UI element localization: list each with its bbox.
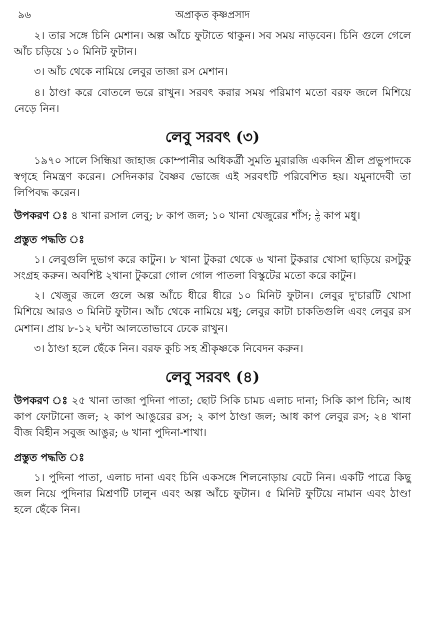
fraction-denominator: ৩ — [315, 215, 321, 225]
ingredients-label: উপকরণ ঃ — [14, 209, 68, 222]
recipe-3-step-1: ১। লেবুগুলি দুভাগ করে কাটুন। ৮ খানা টুকরা থেকে ৬ খানা টুকরার খোসা ছাড়িয়ে রসটুকু সংগ্রহ করুন। অবশিষ্ট ২খানা টুকরো গোল গোল পাতলা বিস্কুটের মতো করে কাটুন। — [14, 253, 411, 283]
recipe-4-step-1: ১। পুদিনা পাতা, এলাচ দানা এবং চিনি একসঙ্গে শিলনোড়ায় বেটে নিন। একটি পাত্রে কিছু জল নিয়ে পুদিনার মিশ্রণটি ঢালুন এবং অল্প আঁচে ফুটান। ৫ মিনিট ফুটিয়ে নামান এবং ঠাণ্ডা হলে ছেঁকে নিন। — [14, 471, 411, 517]
top-step-4: ৪। ঠাণ্ডা করে বোতলে ভরে রাখুন। সরবৎ করার সময় পরিমাণ মতো বরফ জলে মিশিয়ে নেড়ে নিন। — [14, 86, 411, 115]
recipe-3-intro: ১৯৭০ সালে সিন্ধিয়া জাহাজ কোম্পানীর অধিকর্ত্রী সুমতি মুরারজি একদিন শ্রীল প্রভুপাদকে স্বগৃহে নিমন্ত্রণ করেন। সেদিনকার বৈষ্ণব ভোজে এই সরবৎটি পরিবেশিত হয়। যমুনাদেবী তা লিপিবদ্ধ করেন। — [14, 155, 411, 200]
recipe-3-method-label: প্রস্তুত পদ্ধতি ঃ — [14, 233, 85, 246]
recipe-3-step-3: ৩। ঠাণ্ডা হলে ছেঁকে নিন। বরফ কুচি সহ শ্রীকৃষ্ণকে নিবেদন করুন। — [34, 342, 304, 355]
top-step-2: ২। তার সঙ্গে চিনি মেশান। অল্প আঁচে ফুটাতে থাকুন। সব সময় নাড়বেন। চিনি গুলে গেলে আঁচ চড়িয়ে ১০ মিনিট ফুটান। — [14, 30, 411, 59]
page-number: ৯৬ — [18, 10, 31, 21]
ingredients-text: ২৫ খানা তাজা পুদিনা পাতা; ছোট সিকি চামচ এলাচ দানা; সিকি কাপ চিনি; আধ কাপ ফোটানো জল; ২ কাপ আঙুরের রস; ২ কাপ ঠাণ্ডা জল; আধ কাপ লেবুর রস; ২৪ খানা বীজ বিহীন সবুজ আঙুর; ৬ খানা পুদিনা-শাখা। — [14, 395, 412, 440]
ingredients-tail: কাপ মধু। — [323, 209, 361, 222]
top-step-3: ৩। আঁচ থেকে নামিয়ে লেবুর তাজা রস মেশান। — [34, 66, 228, 79]
recipe-4-title: লেবু সরবৎ (৪) — [165, 368, 260, 387]
fraction-numerator: ১ — [315, 207, 321, 217]
recipe-4-method-label: প্রস্তুত পদ্ধতি ঃ — [14, 451, 85, 464]
ingredients-label: উপকরণ ঃ — [14, 395, 68, 408]
running-title: অপ্রাকৃত কৃষ্ণপ্রসাদ — [175, 10, 250, 21]
recipe-3-step-2: ২। খেজুর জলে গুলে অল্প আঁচে ধীরে ধীরে ১০ মিনিট ফুটান। লেবুর দু'চারটি খোসা মিশিয়ে আরও ৩ মিনিট ফুটান। আঁচ থেকে নামিয়ে মধু; লেবুর কাটা চাকতিগুলি এবং লেবুর রস মেশান। প্রায় ৮-১২ ঘন্টা আলতোভাবে ঢেকে রাখুন। — [14, 290, 411, 335]
fraction — [315, 208, 320, 223]
recipe-4-ingredients — [14, 393, 411, 442]
recipe-3-title: লেবু সরবৎ (৩) — [165, 128, 260, 147]
recipe-3-ingredients — [14, 208, 411, 224]
page-header — [14, 8, 411, 24]
ingredients-text: ৪ খানা রসাল লেবু; ৮ কাপ জল; ১০ খানা খেজুরের শাঁস; — [70, 209, 312, 222]
